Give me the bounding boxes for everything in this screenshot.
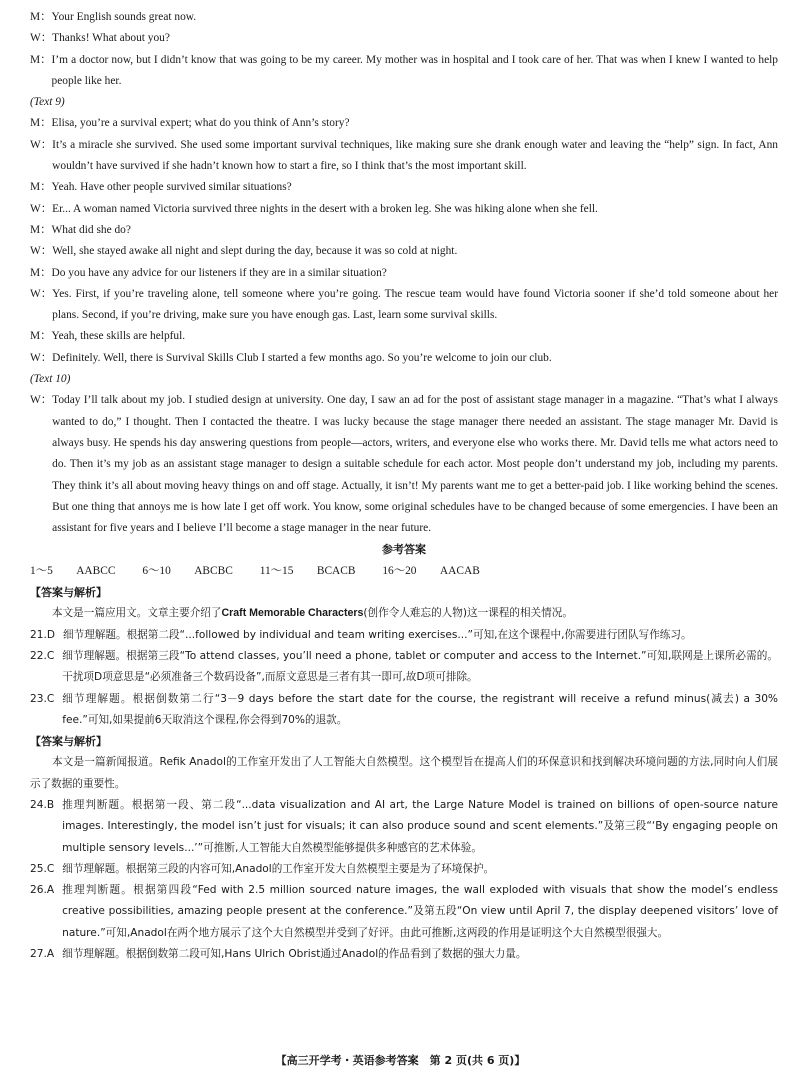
section-header: 【答案与解析】: [30, 735, 107, 749]
question-number: 27.A: [30, 948, 55, 961]
dialogue-line: [30, 135, 778, 178]
dialogue-line: [30, 348, 778, 369]
explanation-text: 细节理解题。根据第二段“...followed by individual and team writing exercises...”可知,在这个课程中,你需要进行团队写作练习。: [63, 628, 692, 641]
intro-text: 本文是一篇应用文。文章主要介绍了: [52, 607, 222, 620]
course-title: Craft Memorable Characters: [221, 607, 364, 620]
speaker-label: W：: [30, 245, 53, 258]
dialogue-text: Yes. First, if you’re traveling alone, tell someone where you’re going. The rescue team would have found Victoria sooner if she’d told someone about her plans. Second, if you’re driving, make sure you have enough gas. Last, learn some survival skills.: [52, 287, 778, 322]
dialogue-line: [30, 113, 778, 134]
page-footer: 【高三开学考・英语参考答案 第 2 页(共 6 页)】: [275, 1054, 526, 1067]
answer-explanation: [30, 795, 778, 859]
answer-group: [260, 565, 368, 577]
speaker-label: M：: [30, 53, 52, 66]
question-number: 21.D: [30, 628, 56, 641]
answer-explanation: [30, 646, 778, 689]
speaker-label: W：: [30, 351, 53, 364]
answer-group: [382, 565, 491, 577]
question-number: 24.B: [30, 798, 55, 811]
dialogue-line: [30, 220, 778, 241]
answer-explanation: [30, 689, 778, 732]
dialogue-text: Yeah, these skills are helpful.: [51, 330, 186, 343]
intro-text: (创作令人难忘的人物)这一课程的相关情况。: [363, 607, 573, 620]
page-content: [30, 7, 778, 965]
answer-letters: ABCBC: [194, 564, 233, 577]
answer-explanation: [30, 944, 778, 965]
answer-range: 6～10: [142, 564, 171, 577]
explanation-text: 细节理解题。根据第三段“To attend classes, you’ll need a phone, tablet or computer and access to the Internet.”可知,联网是上课所必需的。干扰项D项意思是“必须准备三个数码设备”,而原文意思是三者有其一即可,故D项可排除。: [62, 649, 778, 684]
answer-group: [30, 565, 127, 577]
dialogue-line: [30, 7, 778, 28]
text9-label: (Text 9): [30, 96, 65, 109]
monologue: [30, 390, 778, 539]
dialogue-text: Definitely. Well, there is Survival Skills Club I started a few months ago. So you’re welcome to join our club.: [52, 351, 552, 364]
dialogue-text: Well, she stayed awake all night and slept during the day, because it was so cold at night.: [52, 245, 458, 258]
dialogue-text: Thanks! What about you?: [52, 32, 170, 45]
explanation-text: 推理判断题。根据第一段、第二段“...data visualization and AI art, the Large Nature Model is trained on billions of open-source nature images. Interestingly, the model isn’t just for visuals; it can also produce sound and scent elements.”及第三段“‘By engaging people on multiple sensory levels...’”可推断,人工智能大自然模型能够提供多种感官的艺术体验。: [62, 798, 778, 854]
dialogue-text: Er... A woman named Victoria survived three nights in the desert with a broken leg. She was hiking alone when she fell.: [52, 202, 598, 215]
speaker-label: M：: [30, 11, 52, 23]
dialogue-text: Your English sounds great now.: [51, 11, 197, 23]
answer-group: [142, 565, 245, 577]
monologue-text: Today I’ll talk about my job. I studied design at university. One day, I saw an ad for the post of assistant stage manager in a magazine. “That’s what I always wanted to do,” I thought. Then I contacted the theatre. I was lucky because the stage manager there needed an assistant. The stage manager Mr. David is always busy. He spends his day answering questions from people—actors, writers, and everyone else who works there. Mr. David tells me what actors need to do. Then it’s my job as an assistant stage manager to design a suitable schedule for each actor. Most people don’t understand my job, including my parents. They think it’s all about moving heavy things on and off stage. Actually, it isn’t! My parents want me to get a better-paid job. I like working behind the scenes. But one thing that annoys me is how late I get off work. You know, some original schedules have to be changed because of some emergencies. I have been an assistant for five years and I believe I’ll become a stage manager in the near future.: [52, 394, 778, 535]
question-number: 22.C: [30, 649, 55, 662]
question-number: 25.C: [30, 862, 55, 875]
speaker-label: W：: [30, 287, 53, 300]
speaker-label: M：: [30, 223, 52, 236]
section-header: 【答案与解析】: [30, 586, 107, 600]
speaker-label: M：: [30, 266, 52, 279]
answer-explanation: [30, 859, 778, 880]
explanation-text: 细节理解题。根据倒数第二行“3－9 days before the start date for the course, the registrant will receive a refund minus(减去) a 30% fee.”可知,如果提前6天取消这个课程,你会得到70%的退款。: [62, 692, 778, 726]
dialogue-line: [30, 28, 778, 49]
dialogue-text: Elisa, you’re a survival expert; what do you think of Ann’s story?: [51, 117, 350, 130]
speaker-label: M：: [30, 330, 52, 343]
answer-range: 11～15: [259, 564, 294, 577]
dialogue-line: [30, 199, 778, 220]
dialogue-text: I’m a doctor now, but I didn’t know that was going to be my career. My mother was in hospital and I took care of her. That was when I knew I wanted to help people like her.: [51, 53, 778, 87]
dialogue-line: [30, 177, 778, 198]
speaker-label: W：: [30, 32, 53, 45]
answer-range: 16～20: [382, 564, 417, 577]
speaker-label: M：: [30, 117, 52, 130]
answer-explanation: [30, 625, 778, 646]
answers-title: 参考答案: [382, 543, 426, 557]
speaker-label: W：: [30, 202, 53, 215]
section-intro: 本文是一篇新闻报道。Refik Anadol的工作室开发出了人工智能大自然模型。这个模型旨在提高人们的环保意识和找到解决环境问题的方法,同时向人们展示了数据的重要性。: [30, 756, 778, 790]
answer-key: [30, 561, 778, 582]
speaker-label: W：: [30, 394, 53, 407]
dialogue-line: [30, 284, 778, 327]
explanation-text: 推理判断题。根据第四段“Fed with 2.5 million sourced nature images, the wall exploded with visuals that show the model’s endless creative possibilities, amazing people present at the conference.”及第五段“On view until April 7, the display deepened visitors’ love of nature.”可知,Anadol在两个地方展示了这个大自然模型并受到了好评。由此可推断,这两段的作用是证明这个大自然模型很强大。: [62, 884, 778, 939]
explanation-text: 细节理解题。根据第三段的内容可知,Anadol的工作室开发大自然模型主要是为了环境保护。: [62, 862, 495, 875]
answer-letters: AACAB: [439, 564, 480, 577]
speaker-label: M：: [30, 181, 52, 194]
dialogue-text: Yeah. Have other people survived similar situations?: [51, 181, 292, 194]
question-number: 26.A: [30, 884, 55, 897]
speaker-label: W：: [30, 138, 53, 151]
dialogue-text: Do you have any advice for our listeners if they are in a similar situation?: [51, 266, 387, 279]
text10-label: (Text 10): [30, 373, 71, 386]
dialogue-line: [30, 326, 778, 347]
explanation-text: 细节理解题。根据倒数第二段可知,Hans Ulrich Obrist通过Anadol的作品看到了数据的强大力量。: [62, 948, 527, 961]
answer-explanation: [30, 880, 778, 944]
dialogue-line: [30, 50, 778, 93]
section-intro: [30, 603, 778, 624]
answer-letters: AABCC: [76, 564, 116, 577]
dialogue-line: [30, 263, 778, 284]
dialogue-text: It’s a miracle she survived. She used some important survival techniques, like making sure she drank enough water and leaving the “help” sign. In fact, Ann wouldn’t have survived if she hadn’t known how to start a fire, so I think that’s the most important skill.: [52, 138, 778, 173]
dialogue-line: [30, 241, 778, 262]
answer-range: 1～5: [30, 564, 53, 577]
question-number: 23.C: [30, 692, 55, 705]
answer-letters: BCACB: [316, 564, 356, 577]
dialogue-text: What did she do?: [51, 223, 131, 236]
